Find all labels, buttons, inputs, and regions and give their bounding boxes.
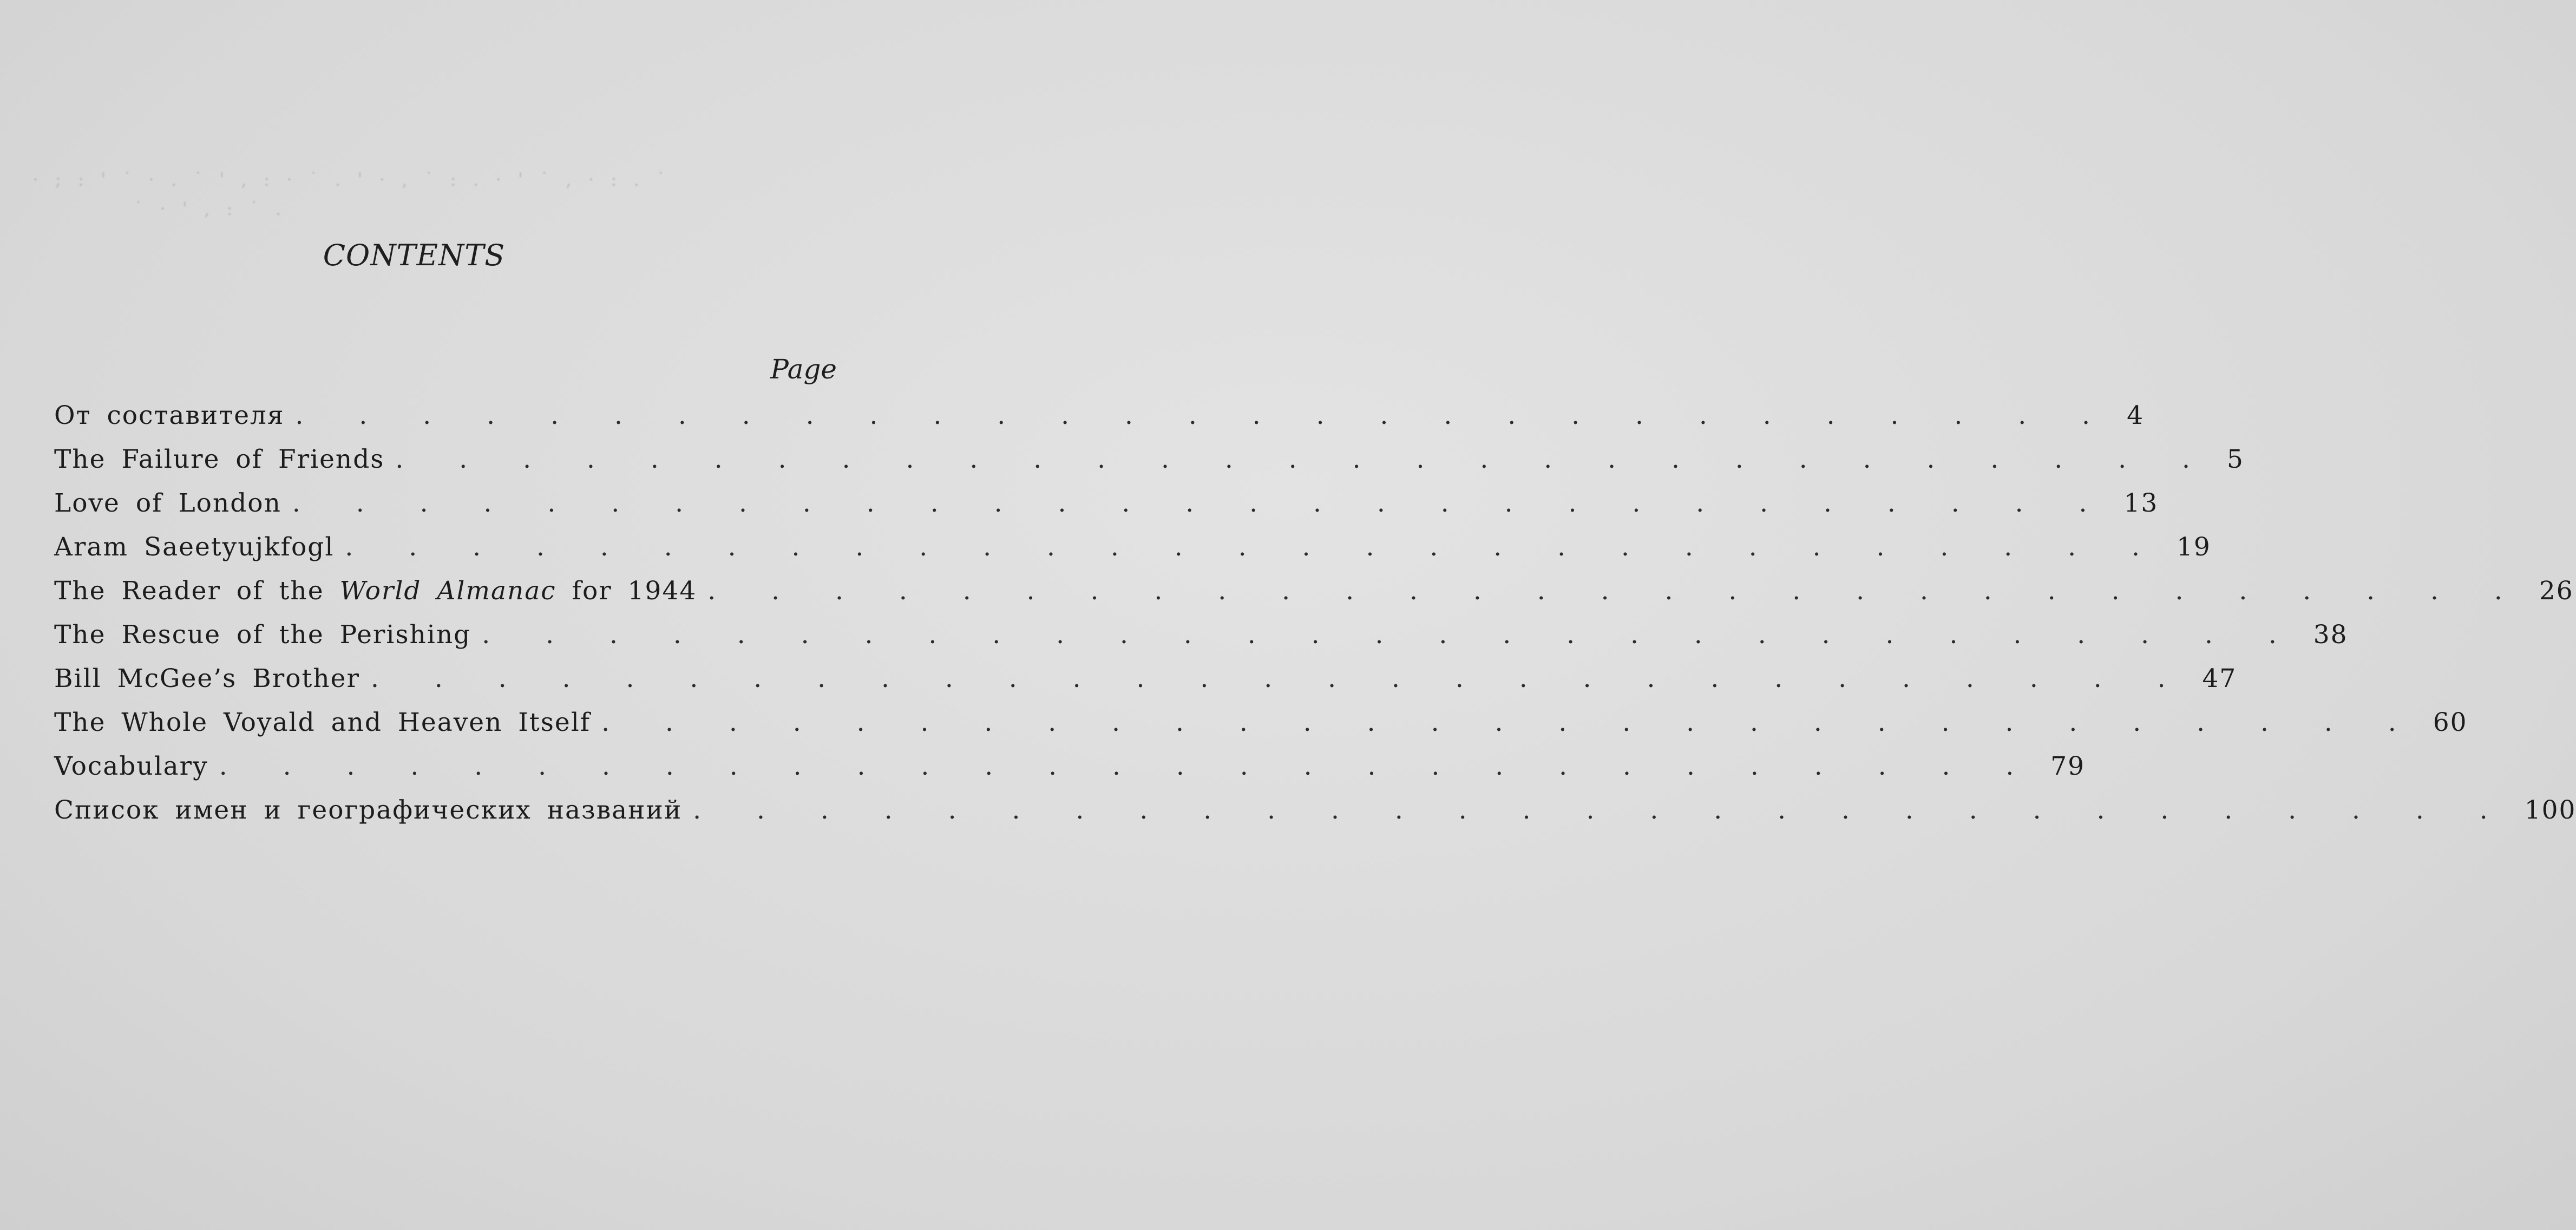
toc-entry-title	[54, 576, 697, 606]
toc-entry-title-part: for 1944	[572, 576, 697, 606]
toc-entry[interactable]	[54, 401, 2145, 444]
toc-entry-title: Love of London	[54, 488, 281, 518]
toc-entry-page: 4	[2127, 401, 2145, 430]
dot-leader: . . . . . . . . . . . . . . . . . . . . . . . . . . . . .	[395, 444, 2211, 474]
dot-leader: . . . . . . . . . . . . . . . . . . . . . . . . . . . . .	[292, 488, 2108, 518]
toc-entry-title: The Whole Voyald and Heaven Itself	[54, 708, 591, 737]
dot-leader: . . . . . . . . . . . . . . . . . . . . . . . . . . . . .	[601, 708, 2417, 737]
toc-entry-title: Aram Saeetyujkfogl	[54, 532, 335, 562]
toc-entry[interactable]	[54, 751, 2086, 795]
toc-entry[interactable]	[54, 532, 2211, 576]
toc-entry[interactable]	[54, 444, 2244, 488]
toc-entry-title: От составителя	[54, 401, 285, 430]
table-of-contents	[54, 401, 2576, 839]
toc-entry[interactable]	[54, 620, 2348, 664]
toc-entry-page: 60	[2433, 708, 2468, 737]
toc-entry-page: 47	[2202, 664, 2237, 693]
toc-entry-page: 100	[2524, 795, 2576, 825]
toc-entry-page: 38	[2313, 620, 2348, 650]
toc-entry-title-italic: World Almanac	[339, 576, 556, 606]
page-title: CONTENTS	[323, 238, 506, 272]
toc-entry-page: 26	[2539, 576, 2574, 606]
toc-entry-title: Bill McGee’s Brother	[54, 664, 360, 693]
toc-entry-title-part: The Reader of the	[54, 576, 324, 606]
toc-entry-title: The Failure of Friends	[54, 444, 385, 474]
toc-entry-page: 5	[2226, 444, 2244, 474]
bleed-through-text: · ; : ' ˙ · . ˙ ' , : · ˙ . ' · , ˙ : . · ' ˙ , · : . ˙ ˙ · ' , : ˙ .	[32, 169, 671, 220]
toc-entry-page: 19	[2176, 532, 2211, 562]
toc-entry[interactable]	[54, 664, 2237, 708]
toc-entry-page: 79	[2050, 751, 2086, 781]
dot-leader: . . . . . . . . . . . . . . . . . . . . . . . . . . . . .	[219, 751, 2035, 781]
dot-leader: . . . . . . . . . . . . . . . . . . . . . . . . . . . . .	[295, 401, 2111, 430]
dot-leader: . . . . . . . . . . . . . . . . . . . . . . . . . . . . .	[370, 664, 2186, 693]
toc-entry[interactable]	[54, 488, 2159, 532]
toc-entry-page: 13	[2123, 488, 2159, 518]
dot-leader: . . . . . . . . . . . . . . . . . . . . . . . . . . . . .	[482, 620, 2297, 650]
dot-leader: . . . . . . . . . . . . . . . . . . . . . . . . . . . . .	[707, 576, 2523, 606]
toc-entry[interactable]	[54, 795, 2576, 839]
toc-entry-title: Список имен и географических названий	[54, 795, 683, 825]
toc-entry[interactable]	[54, 708, 2468, 751]
page-column-header: Page	[770, 354, 837, 385]
dot-leader: . . . . . . . . . . . . . . . . . . . . . . . . . . . . .	[345, 532, 2160, 562]
toc-entry-title: Vocabulary	[54, 751, 208, 781]
toc-entry-title: The Rescue of the Perishing	[54, 620, 471, 650]
toc-entry[interactable]	[54, 576, 2574, 620]
dot-leader: . . . . . . . . . . . . . . . . . . . . . . . . . . . . .	[693, 795, 2508, 825]
